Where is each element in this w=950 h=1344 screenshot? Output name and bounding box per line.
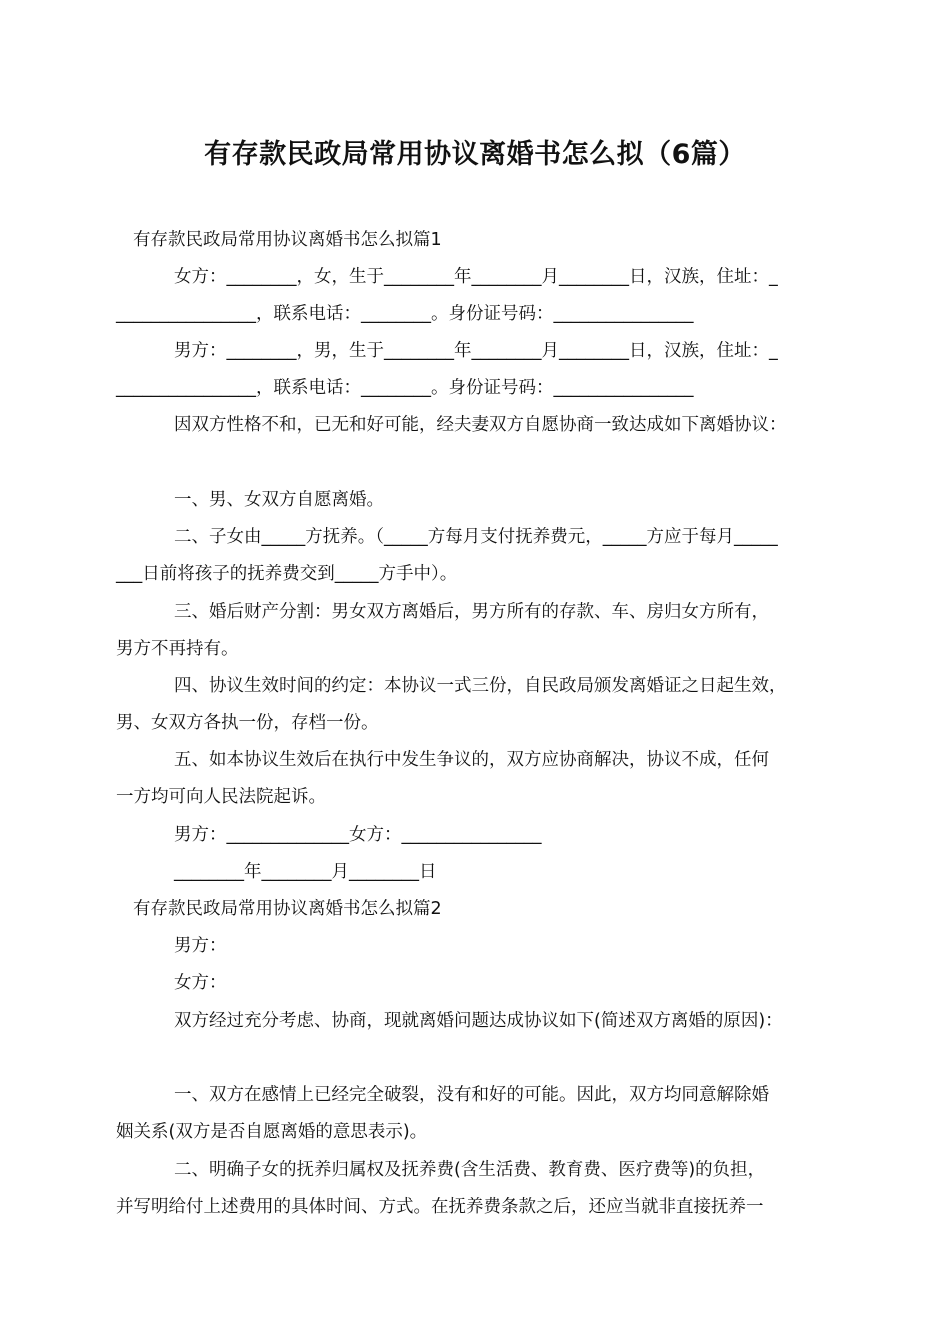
section2-intro: 双方经过充分考虑、协商，现就离婚问题达成协议如下(简述双方离婚的原因)： (174, 1011, 783, 1031)
male-info-line1: 男方：________，男，生于________年________月________日，汉族，住址：_ (174, 341, 778, 361)
section1-item5-line2: 一方均可向人民法院起诉。 (116, 787, 326, 807)
female-info-line1: 女方：________，女，生于________年________月________日，汉族，住址：_ (174, 267, 778, 287)
section2-item2-line2: 并写明给付上述费用的具体时间、方式。在抚养费条款之后，还应当就非直接抚养一 (116, 1197, 764, 1217)
section2-male: 男方： (174, 936, 227, 956)
section2-female: 女方： (174, 973, 227, 993)
section2-heading: 有存款民政局常用协议离婚书怎么拟篇2 (133, 899, 442, 919)
section1-item4-line2: 男、女双方各执一份，存档一份。 (116, 713, 379, 733)
section1-heading: 有存款民政局常用协议离婚书怎么拟篇1 (133, 230, 442, 250)
section1-intro: 因双方性格不和，已无和好可能，经夫妻双方自愿协商一致达成如下离婚协议： (174, 415, 787, 435)
signature-line: 男方：______________女方：________________ (174, 825, 542, 845)
date-line: ________年________月________日 (174, 862, 437, 882)
section1-item2-line2: ___日前将孩子的抚养费交到_____方手中）。 (116, 564, 458, 584)
section1-item3-line1: 三、婚后财产分割：男女双方离婚后，男方所有的存款、车、房归女方所有， (174, 602, 769, 622)
male-info-line2: ________________，联系电话：________。身份证号码：________________ (116, 378, 694, 398)
section1-item4-line1: 四、协议生效时间的约定：本协议一式三份，自民政局颁发离婚证之日起生效， (174, 676, 787, 696)
section1-item2-line1: 二、子女由_____方抚养。（_____方每月支付抚养费元，_____方应于每月_____ (174, 527, 778, 547)
document-title: 有存款民政局常用协议离婚书怎么拟（6篇） (204, 139, 746, 170)
section2-item2-line1: 二、明确子女的抚养归属权及抚养费(含生活费、教育费、医疗费等)的负担， (174, 1160, 766, 1180)
section2-item1-line2: 姻关系(双方是否自愿离婚的意思表示)。 (116, 1122, 428, 1142)
section1-item3-line2: 男方不再持有。 (116, 639, 239, 659)
section1-item5-line1: 五、如本协议生效后在执行中发生争议的，双方应协商解决，协议不成，任何 (174, 750, 769, 770)
section2-item1-line1: 一、双方在感情上已经完全破裂，没有和好的可能。因此，双方均同意解除婚 (174, 1085, 769, 1105)
section1-item1: 一、男、女双方自愿离婚。 (174, 490, 384, 510)
female-info-line2: ________________，联系电话：________。身份证号码：________________ (116, 304, 694, 324)
